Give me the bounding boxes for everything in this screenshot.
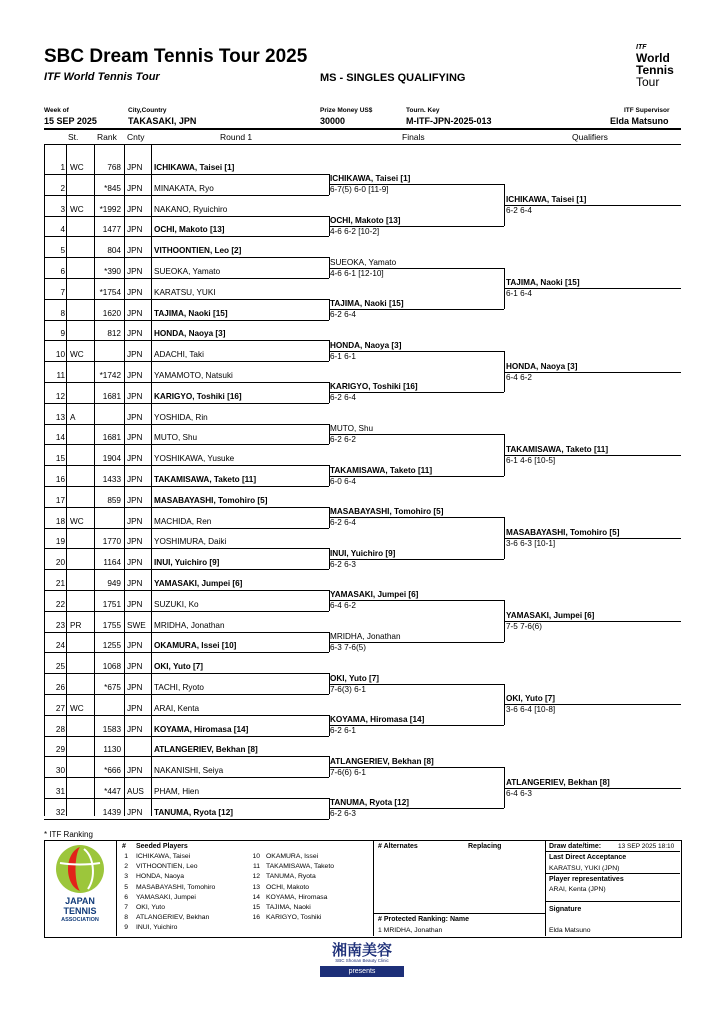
- draw-position: 31: [55, 787, 65, 796]
- bracket-line: [44, 590, 329, 591]
- finals-winner: MASABAYASHI, Tomohiro [5]: [330, 507, 444, 517]
- seed-number: 8: [124, 914, 128, 922]
- player-rank: 1130: [103, 745, 121, 755]
- player-name: SUZUKI, Ko: [154, 599, 199, 609]
- seed-name: MASABAYASHI, Tomohiro: [136, 883, 216, 891]
- bracket-line: [44, 569, 329, 570]
- draw-position: 23: [55, 620, 65, 630]
- player-rank: *390: [104, 267, 121, 276]
- seed-name: OKI, Yuto: [136, 904, 165, 911]
- bracket-line: [44, 652, 329, 653]
- player-country: JPN: [127, 662, 143, 672]
- bracket-line: [44, 798, 329, 799]
- player-rank: 1068: [102, 662, 121, 672]
- draw-position: 12: [55, 391, 65, 401]
- divider: [545, 873, 680, 874]
- player-name: YOSHIDA, Rin: [154, 412, 208, 422]
- player-country: JPN: [127, 683, 143, 692]
- finals-winner: MRIDHA, Jonathan: [330, 632, 401, 641]
- qualifier-winner: HONDA, Naoya [3]: [506, 361, 578, 371]
- col-finals: Finals: [402, 132, 425, 142]
- player-country: JPN: [127, 516, 143, 526]
- seed-name: TAJIMA, Naoki: [266, 904, 311, 911]
- seed-name: YAMASAKI, Jumpei: [136, 893, 196, 901]
- seed-number: 15: [252, 904, 260, 911]
- week-value: 15 SEP 2025: [44, 116, 97, 126]
- header-rule: [44, 128, 681, 130]
- bracket-line: [44, 465, 329, 466]
- qualifier-winner: MASABAYASHI, Tomohiro [5]: [506, 528, 620, 537]
- finals-winner: OCHI, Makoto [13]: [330, 216, 401, 225]
- player-name: MINAKATA, Ryo: [154, 183, 214, 193]
- tourn-key-value: M-ITF-JPN-2025-013: [406, 116, 492, 126]
- supervisor-label: ITF Supervisor: [624, 107, 670, 114]
- bracket-line: [44, 299, 329, 300]
- player-rank: 1681: [102, 391, 121, 401]
- finals-winner: INUI, Yuichiro [9]: [330, 548, 396, 558]
- finals-winner: ICHIKAWA, Taisei [1]: [330, 174, 411, 184]
- player-rank: 1751: [102, 599, 121, 609]
- qualifier-score: 6-1 4-6 [10-5]: [506, 455, 556, 465]
- draw-position: 25: [55, 662, 65, 672]
- draw-position: 3: [60, 204, 65, 214]
- player-rank: *675: [104, 683, 121, 692]
- seed-name: INUI, Yuichiro: [136, 924, 178, 932]
- entry-status: WC: [70, 204, 84, 214]
- col-round1: Round 1: [220, 132, 253, 142]
- finals-winner: TAKAMISAWA, Taketo [11]: [330, 465, 433, 475]
- player-country: JPN: [127, 537, 143, 547]
- finals-score: 6-2 6-4: [330, 518, 356, 528]
- replacing-title: Replacing: [468, 843, 502, 850]
- draw-position: 30: [55, 766, 65, 776]
- player-country: JPN: [127, 433, 143, 443]
- lda-value: KARATSU, YUKI (JPN): [549, 865, 620, 872]
- draw-position: 13: [55, 412, 65, 422]
- seed-number: 1: [124, 853, 128, 860]
- entry-status: WC: [70, 703, 84, 713]
- qualifier-score: 3-6 6-3 [10-1]: [506, 539, 556, 548]
- player-rank: 1620: [102, 308, 121, 318]
- entry-status: PR: [70, 620, 82, 630]
- seed-number: 2: [124, 863, 128, 871]
- player-rank: *447: [104, 787, 121, 796]
- finals-winner: HONDA, Naoya [3]: [330, 340, 402, 350]
- draw-position: 11: [56, 371, 65, 380]
- finals-score: 6-3 7-6(5): [330, 643, 366, 652]
- bracket-line: [44, 174, 329, 175]
- seed-number: 13: [252, 883, 260, 891]
- player-country: JPN: [127, 204, 143, 214]
- player-country: JPN: [127, 807, 143, 817]
- player-rank: 1433: [102, 475, 121, 484]
- player-name: TANUMA, Ryota [12]: [154, 807, 233, 817]
- qualifier-winner: YAMASAKI, Jumpei [6]: [506, 611, 595, 621]
- player-name: TAJIMA, Naoki [15]: [154, 308, 228, 318]
- player-rank: [95, 412, 121, 424]
- seed-name: VITHOONTIEN, Leo: [136, 863, 198, 871]
- finals-score: 6-2 6-4: [330, 393, 356, 403]
- prize-value: 30000: [320, 116, 346, 126]
- draw-date-value: 13 SEP 2025 18:10: [618, 843, 675, 850]
- player-name: YOSHIKAWA, Yusuke: [154, 454, 235, 464]
- player-name: OKAMURA, Issei [10]: [154, 641, 237, 651]
- player-name: KARATSU, YUKI: [154, 287, 216, 297]
- player-name: PHAM, Hien: [154, 787, 200, 796]
- player-name: YOSHIMURA, Daiki: [154, 537, 227, 547]
- draw-position: 24: [55, 641, 65, 651]
- draw-position: 6: [60, 267, 65, 276]
- player-rank: *666: [104, 766, 121, 776]
- seed-number: 9: [124, 924, 128, 932]
- player-rank: 859: [107, 495, 121, 505]
- divider: [116, 840, 117, 936]
- player-country: JPN: [127, 412, 143, 422]
- player-country: JPN: [127, 287, 143, 297]
- seed-number: 16: [252, 914, 260, 922]
- player-rank: 1255: [102, 641, 121, 651]
- seed-number: 6: [124, 893, 128, 901]
- draw-position: 19: [55, 537, 65, 547]
- finals-score: 6-2 6-4: [330, 310, 356, 320]
- player-country: JPN: [127, 703, 143, 713]
- player-name: SUEOKA, Yamato: [154, 267, 221, 276]
- player-country: JPN: [127, 267, 143, 276]
- finals-score: 6-7(5) 6-0 [11-9]: [330, 185, 389, 195]
- player-rank: 1755: [102, 620, 121, 630]
- player-country: JPN: [127, 579, 143, 588]
- seed-number: 5: [124, 883, 128, 891]
- player-name: YAMASAKI, Jumpei [6]: [154, 579, 243, 588]
- page-title: SBC Dream Tennis Tour 2025: [44, 46, 308, 67]
- finals-winner: MUTO, Shu: [330, 424, 374, 433]
- player-rank: 1904: [102, 454, 121, 464]
- signature-label: Signature: [549, 906, 582, 913]
- draw-position: 32: [55, 807, 65, 817]
- col-rank: Rank: [97, 132, 117, 142]
- qualifier-score: 6-2 6-4: [506, 206, 532, 216]
- player-name: ICHIKAWA, Taisei [1]: [154, 163, 235, 172]
- draw-position: 29: [55, 745, 65, 755]
- finals-score: 6-2 6-3: [330, 559, 356, 569]
- player-country: JPN: [127, 558, 143, 568]
- player-rep-value: ARAI, Kenta (JPN): [549, 886, 606, 893]
- seed-name: TAKAMISAWA, Taketo: [266, 863, 334, 871]
- draw-position: 21: [55, 579, 65, 588]
- player-country: JPN: [127, 371, 143, 380]
- player-name: MASABAYASHI, Tomohiro [5]: [154, 495, 268, 505]
- player-country: JPN: [127, 495, 143, 505]
- bracket-line: [44, 507, 329, 508]
- player-rank: 1583: [102, 724, 121, 734]
- bracket-line: [44, 382, 329, 383]
- bracket-line: [44, 361, 329, 362]
- prize-label: Prize Money US$: [320, 107, 373, 114]
- bracket-line: [44, 320, 329, 321]
- player-name: ATLANGERIEV, Bekhan [8]: [154, 745, 258, 755]
- player-country: JPN: [127, 475, 143, 484]
- finals-winner: SUEOKA, Yamato: [330, 257, 397, 267]
- bracket-line: [44, 611, 329, 612]
- qualifier-score: 6-4 6-3: [506, 788, 532, 798]
- finals-winner: TANUMA, Ryota [12]: [330, 798, 409, 808]
- col-qualifiers: Qualifiers: [572, 132, 608, 142]
- player-country: JPN: [127, 391, 143, 401]
- bracket-line: [44, 236, 329, 237]
- player-rank: [95, 516, 121, 528]
- player-name: OKI, Yuto [7]: [154, 662, 203, 672]
- sponsor-logo-kanji: 湘南美容: [331, 941, 392, 959]
- player-country: SWE: [127, 620, 146, 630]
- player-name: KOYAMA, Hiromasa [14]: [154, 724, 249, 734]
- bracket-line: [44, 340, 329, 341]
- finals-score: 6-2 6-2: [330, 435, 356, 444]
- entry-status: WC: [70, 350, 84, 360]
- draw-position: 14: [55, 433, 65, 443]
- player-name: VITHOONTIEN, Leo [2]: [154, 246, 242, 256]
- bracket-line: [44, 424, 329, 425]
- city-value: TAKASAKI, JPN: [128, 116, 197, 126]
- player-name: INUI, Yuichiro [9]: [154, 558, 220, 568]
- draw-position: 15: [55, 454, 65, 464]
- bracket-line: [44, 736, 329, 737]
- alternates-title: # Alternates: [378, 843, 418, 850]
- week-label: Week of: [44, 107, 69, 114]
- player-name: HONDA, Naoya [3]: [154, 329, 226, 339]
- player-country: JPN: [127, 641, 143, 651]
- entry-status: A: [70, 412, 76, 422]
- bracket-line: [44, 403, 329, 404]
- qualifier-winner: ICHIKAWA, Taisei [1]: [506, 195, 587, 205]
- finals-winner: YAMASAKI, Jumpei [6]: [330, 590, 419, 600]
- finals-score: 6-2 6-3: [330, 809, 356, 819]
- seeded-title: Seeded Players: [136, 843, 188, 850]
- bracket-line: [44, 257, 329, 258]
- tourn-key-label: Tourn. Key: [406, 107, 440, 114]
- seed-name: TANUMA, Ryota: [266, 873, 316, 881]
- protected-ranking-entry: 1 MRIDHA, Jonathan: [378, 927, 443, 934]
- divider: [373, 840, 374, 936]
- bracket-line: [44, 632, 329, 633]
- col-cnty: Cnty: [127, 132, 145, 142]
- seed-number: 10: [252, 853, 260, 860]
- finals-score: 6-4 6-2: [330, 601, 356, 611]
- seed-name: ICHIKAWA, Taisei: [136, 853, 191, 860]
- bracket-line: [44, 216, 329, 217]
- header-rule: [44, 144, 681, 145]
- draw-position: 22: [55, 599, 65, 609]
- bracket-line: [44, 528, 329, 529]
- player-country: JPN: [127, 724, 143, 734]
- draw-position: 1: [60, 163, 65, 172]
- player-rank: *1742: [99, 371, 121, 380]
- player-rank: 812: [107, 329, 121, 339]
- finals-winner: ATLANGERIEV, Bekhan [8]: [330, 756, 434, 766]
- qualifier-winner: ATLANGERIEV, Bekhan [8]: [506, 777, 610, 787]
- draw-position: 26: [55, 683, 65, 692]
- bracket-line: [44, 694, 329, 695]
- player-name: KARIGYO, Toshiki [16]: [154, 391, 242, 401]
- player-country: JPN: [127, 350, 143, 360]
- bracket-line: [44, 777, 329, 778]
- qualifier-score: 6-1 6-4: [506, 289, 532, 299]
- player-name: NAKANO, Ryuichiro: [154, 204, 228, 214]
- player-rank: 1164: [103, 558, 121, 568]
- draw-position: 9: [60, 329, 65, 339]
- player-name: MUTO, Shu: [154, 433, 198, 443]
- seed-name: ATLANGERIEV, Bekhan: [136, 914, 210, 922]
- bracket-line: [44, 673, 329, 674]
- seed-name: HONDA, Naoya: [136, 873, 184, 881]
- player-country: JPN: [127, 308, 143, 318]
- logo-word: World: [636, 51, 670, 65]
- finals-winner: OKI, Yuto [7]: [330, 673, 379, 683]
- player-country: JPN: [127, 329, 143, 339]
- bracket-line: [44, 715, 329, 716]
- divider: [545, 851, 680, 852]
- qualifier-winner: TAKAMISAWA, Taketo [11]: [506, 444, 609, 454]
- draw-position: 4: [60, 225, 65, 235]
- finals-score: 4-6 6-2 [10-2]: [330, 227, 380, 236]
- player-rank: 949: [107, 579, 121, 588]
- bracket-line: [44, 756, 329, 757]
- player-rank: 1770: [102, 537, 121, 547]
- player-country: JPN: [127, 599, 143, 609]
- col-st: St.: [68, 132, 79, 142]
- seed-name: KARIGYO, Toshiki: [266, 914, 322, 922]
- itf-logo-mark: ITF: [636, 44, 647, 51]
- seed-number: 12: [252, 873, 260, 881]
- player-name: TAKAMISAWA, Taketo [11]: [154, 475, 257, 484]
- qualifier-score: 3-6 6-4 [10-8]: [506, 705, 556, 715]
- seed-name: KOYAMA, Hiromasa: [266, 893, 328, 901]
- finals-score: 7-6(6) 6-1: [330, 767, 366, 777]
- draw-date-label: Draw date/time:: [549, 843, 602, 850]
- protected-ranking-title: # Protected Ranking: Name: [378, 916, 470, 923]
- seed-number: 11: [252, 863, 260, 871]
- presents-banner: presents: [320, 966, 404, 977]
- entry-status: WC: [70, 516, 84, 526]
- japan-logo-text: ASSOCIATION: [61, 917, 99, 923]
- player-name: MACHIDA, Ren: [154, 516, 212, 526]
- supervisor-value: Elda Matsuno: [610, 116, 669, 126]
- logo-word: Tour: [636, 75, 660, 89]
- player-rank: [95, 349, 121, 361]
- player-rank: 1477: [102, 225, 121, 235]
- itf-world-tennis-tour-logo: [628, 44, 688, 90]
- draw-position: 28: [55, 724, 65, 734]
- divider: [373, 913, 545, 914]
- player-rank: 804: [107, 246, 121, 256]
- seed-name: OCHI, Makoto: [266, 883, 310, 891]
- draw-position: 20: [55, 558, 65, 568]
- draw-position: 7: [60, 287, 65, 297]
- player-name: OCHI, Makoto [13]: [154, 225, 225, 235]
- tennis-ball-icon: [54, 843, 106, 895]
- divider: [545, 840, 546, 936]
- divider: [545, 901, 680, 902]
- japan-logo-text: TENNIS: [63, 906, 97, 916]
- player-rank: [95, 703, 121, 715]
- city-label: City,Country: [128, 107, 167, 114]
- player-name: ADACHI, Taki: [154, 350, 204, 360]
- bracket-line: [44, 819, 329, 820]
- player-name: TACHI, Ryoto: [154, 683, 204, 692]
- bracket-line: [44, 444, 329, 445]
- draw-position: 2: [60, 183, 65, 193]
- player-name: NAKANISHI, Seiya: [154, 766, 224, 776]
- itf-ranking-note: * ITF Ranking: [44, 830, 93, 839]
- seed-number: 7: [124, 904, 128, 911]
- draw-position: 18: [55, 516, 65, 526]
- player-country: JPN: [127, 246, 143, 256]
- finals-winner: TAJIMA, Naoki [15]: [330, 299, 404, 309]
- tour-subtitle: ITF World Tennis Tour: [44, 71, 160, 83]
- finals-score: 7-6(3) 6-1: [330, 684, 366, 694]
- qualifier-score: 7-5 7-6(6): [506, 622, 542, 632]
- player-name: MRIDHA, Jonathan: [154, 620, 225, 630]
- finals-score: 6-0 6-4: [330, 476, 356, 486]
- japan-logo-text: JAPAN: [65, 896, 95, 906]
- seed-number: 14: [252, 893, 260, 901]
- player-name: YAMAMOTO, Natsuki: [154, 371, 233, 380]
- player-country: JPN: [127, 454, 143, 464]
- player-country: JPN: [127, 183, 143, 193]
- bracket-line: [44, 195, 329, 196]
- finals-winner: KARIGYO, Toshiki [16]: [330, 382, 418, 392]
- logo-word: Tennis: [636, 63, 674, 77]
- seed-number: 3: [124, 873, 128, 881]
- player-rank: 768: [107, 163, 121, 172]
- draw-position: 16: [55, 475, 65, 484]
- draw-name: MS - SINGLES QUALIFYING: [320, 72, 466, 84]
- player-country: AUS: [127, 787, 144, 796]
- qualifier-score: 6-4 6-2: [506, 372, 532, 382]
- finals-score: 4-6 6-1 [12-10]: [330, 268, 384, 278]
- finals-score: 6-1 6-1: [330, 351, 356, 361]
- draw-position: 27: [55, 703, 65, 713]
- player-rank: *1992: [99, 204, 121, 214]
- bracket-line: [44, 548, 329, 549]
- sponsor-logo-subtext: SBC Shonan Beauty Clinic: [335, 958, 389, 963]
- seed-name: OKAMURA, Issei: [266, 853, 319, 860]
- qualifier-winner: OKI, Yuto [7]: [506, 694, 555, 704]
- player-country: JPN: [127, 766, 143, 776]
- qualifier-winner: TAJIMA, Naoki [15]: [506, 278, 580, 288]
- draw-position: 5: [60, 246, 65, 256]
- player-country: JPN: [127, 225, 143, 235]
- bracket-line: [44, 278, 329, 279]
- player-rank: *845: [104, 183, 121, 193]
- draw-position: 10: [55, 350, 65, 360]
- player-rank: *1754: [99, 287, 121, 297]
- bracket-line: [44, 486, 329, 487]
- finals-score: 6-2 6-1: [330, 726, 356, 736]
- player-country: JPN: [127, 163, 143, 172]
- lda-label: Last Direct Acceptance: [549, 854, 627, 861]
- player-rank: 1439: [102, 807, 121, 817]
- player-name: ARAI, Kenta: [154, 703, 200, 713]
- signature-value: Elda Matsuno: [549, 927, 591, 934]
- seeded-hash: #: [122, 843, 126, 850]
- finals-winner: KOYAMA, Hiromasa [14]: [330, 715, 425, 725]
- entry-status: WC: [70, 163, 84, 172]
- player-rep-label: Player representatives: [549, 876, 624, 883]
- draw-position: 17: [55, 495, 65, 505]
- draw-position: 8: [60, 308, 65, 318]
- player-rank: 1681: [102, 433, 121, 443]
